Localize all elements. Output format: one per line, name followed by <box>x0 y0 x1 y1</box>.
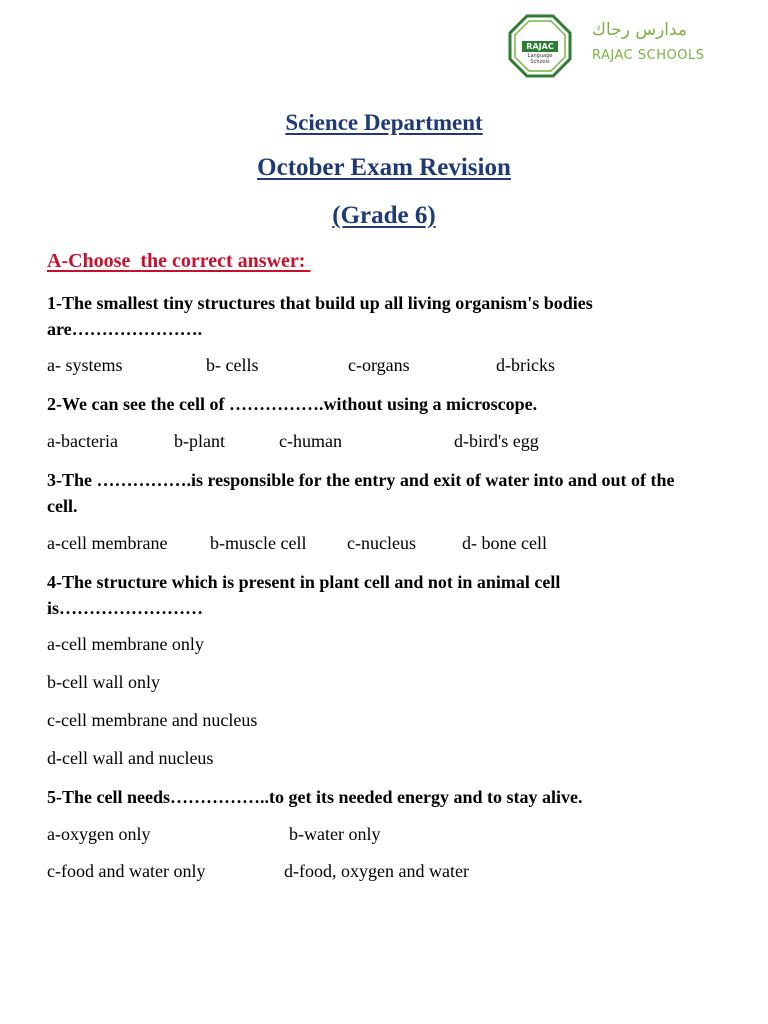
section-a-title: A-Choose the correct answer: <box>47 250 311 272</box>
question-1: 1-The smallest tiny structures that build up all living organism's bodies are…………………. <box>47 293 593 339</box>
option-3a: a-cell membrane <box>47 533 168 553</box>
school-logo <box>508 14 718 78</box>
logo-english-name: RAJAC SCHOOLS <box>592 48 705 63</box>
logo-badge: RAJAC <box>522 41 558 52</box>
exam-title: October Exam Revision <box>257 154 511 181</box>
option-3c: c-nucleus <box>347 533 416 553</box>
option-2b: b-plant <box>174 431 225 451</box>
question-4: 4-The structure which is present in plant cell and not in animal cell is…………………… <box>47 572 561 618</box>
grade-heading: (Grade 6) <box>332 202 436 229</box>
option-4a: a-cell membrane only <box>47 634 204 654</box>
option-5d: d-food, oxygen and water <box>284 861 469 881</box>
logo-arabic-name: مدارس رجاك <box>592 20 688 40</box>
option-2a: a-bacteria <box>47 431 118 451</box>
option-4d: d-cell wall and nucleus <box>47 748 214 768</box>
option-3b: b-muscle cell <box>210 533 307 553</box>
option-3d: d- bone cell <box>462 533 547 553</box>
option-1a: a- systems <box>47 355 123 375</box>
option-1d: d-bricks <box>496 355 555 375</box>
option-1b: b- cells <box>206 355 259 375</box>
option-5c: c-food and water only <box>47 861 206 881</box>
question-3: 3-The …………….is responsible for the entry and exit of water into and out of the cell. <box>47 470 675 516</box>
question-5: 5-The cell needs……………..to get its needed energy and to stay alive. <box>47 787 583 807</box>
department-heading: Science Department <box>285 110 483 135</box>
logo-badge-sub: Language Schools <box>527 53 553 65</box>
option-2d: d-bird's egg <box>454 431 539 451</box>
option-5b: b-water only <box>289 824 381 844</box>
option-1c: c-organs <box>348 355 410 375</box>
question-2: 2-We can see the cell of …………….without using a microscope. <box>47 394 538 414</box>
option-5a: a-oxygen only <box>47 824 151 844</box>
option-2c: c-human <box>279 431 342 451</box>
option-4c: c-cell membrane and nucleus <box>47 710 258 730</box>
option-4b: b-cell wall only <box>47 672 160 692</box>
